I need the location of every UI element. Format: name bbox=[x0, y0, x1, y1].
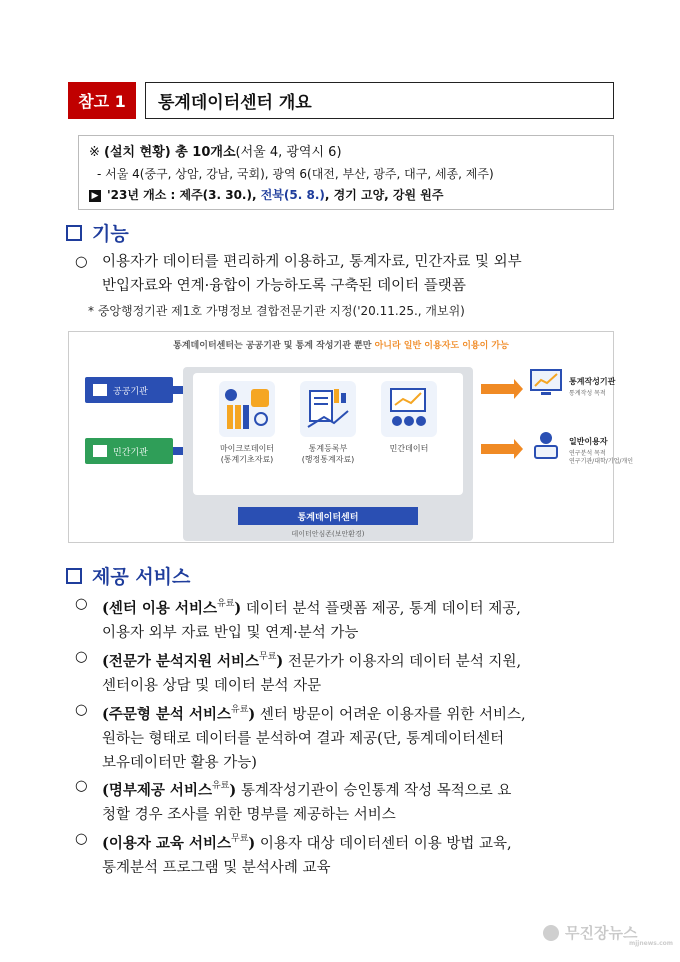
status-2023-line bbox=[89, 185, 605, 206]
designation-note: * 중앙행정기관 제1호 가명정보 결합전문기관 지정('20.11.25., 개보위) bbox=[88, 304, 465, 318]
status-head-rest: (서울 4, 광역시 6) bbox=[235, 145, 342, 160]
user-laptop-icon bbox=[529, 430, 563, 462]
watermark-sub: mjjnews.com bbox=[629, 940, 674, 947]
function-bullet bbox=[75, 250, 620, 298]
service-name-close: ) bbox=[234, 600, 242, 617]
arrow-right-icon bbox=[481, 384, 515, 394]
service-name-close: ) bbox=[229, 782, 237, 799]
register-icon bbox=[300, 381, 356, 437]
microdata-item bbox=[207, 381, 287, 465]
service-desc-2: 청할 경우 조사를 위한 명부를 제공하는 서비스 bbox=[102, 807, 396, 823]
section-function-heading bbox=[66, 219, 129, 246]
service-desc-2: 통계분석 프로그램 및 분석사례 교육 bbox=[102, 860, 331, 876]
center-overview-diagram bbox=[68, 331, 634, 543]
status-headline bbox=[89, 142, 605, 164]
service-desc-2: 이용자 외부 자료 반입 및 연계·분석 가능 bbox=[102, 625, 359, 641]
microdata-sublabel: (통계기초자료) bbox=[220, 455, 274, 464]
data-center-panel bbox=[183, 367, 473, 541]
private-institution-box bbox=[85, 438, 173, 464]
microdata-icon bbox=[219, 381, 275, 437]
service-name: (전문가 분석지원 서비스 bbox=[102, 653, 260, 670]
register-label: 통계등록부 bbox=[308, 444, 348, 453]
chart-monitor-icon bbox=[529, 368, 563, 400]
register-sublabel: (행정통계자료) bbox=[301, 455, 355, 464]
circle-bullet-icon: ○ bbox=[75, 778, 88, 794]
service-desc-2: 센터이용 상담 및 데이터 분석 자문 bbox=[102, 678, 322, 694]
service-line-1 bbox=[102, 774, 620, 803]
arrow-right-icon bbox=[481, 444, 515, 454]
watermark bbox=[543, 922, 674, 947]
note-mark: ※ bbox=[89, 145, 100, 160]
center-sublabel: 데이터안심존(보안환경) bbox=[291, 530, 365, 538]
status-seoul-line: - 서울 4(중구, 상암, 강남, 국회), 광역 6(대전, 부산, 광주, 대구, 세종, 제주) bbox=[97, 167, 494, 181]
center-label: 통계데이터센터 bbox=[238, 507, 418, 525]
service-item bbox=[75, 645, 620, 698]
service-line-1 bbox=[102, 827, 620, 856]
section-services-heading bbox=[66, 562, 190, 589]
diagram-caption-b: 아니라 일반 이용자도 이용이 가능 bbox=[374, 341, 509, 351]
register-item bbox=[288, 381, 368, 465]
fee-badge: 유료 bbox=[211, 781, 230, 791]
stat-agency-sub: 통계작성 목적 bbox=[569, 390, 606, 397]
service-desc-2: 원하는 형태로 데이터를 분석하여 결과 제공(단, 통계데이터센터 bbox=[102, 731, 505, 747]
arrow-right-icon: ▶ bbox=[89, 190, 101, 202]
fee-badge: 유료 bbox=[217, 599, 235, 609]
private-data-item bbox=[369, 381, 449, 454]
presentation-icon bbox=[381, 381, 437, 437]
service-item bbox=[75, 827, 620, 880]
status-head-bold: (설치 현황) 총 10개소 bbox=[104, 145, 236, 160]
service-item bbox=[75, 592, 620, 645]
page-header bbox=[68, 82, 614, 119]
stat-agency-title: 통계작성기관 bbox=[569, 377, 616, 386]
service-desc-1: 통계작성기관이 승인통계 작성 목적으로 요 bbox=[236, 783, 512, 799]
general-user-title: 일반이용자 bbox=[569, 437, 608, 446]
public-institution-label: 공공기관 bbox=[113, 386, 148, 397]
status-2023-suffix: , 경기 고양, 강원 원주 bbox=[324, 188, 444, 202]
function-line-1: 이용자가 데이터를 편리하게 이용하고, 통계자료, 민간자료 및 외부 bbox=[102, 254, 522, 270]
service-name: (센터 이용 서비스 bbox=[102, 600, 218, 617]
circle-bullet-icon: ○ bbox=[75, 649, 88, 665]
service-name: (주문형 분석 서비스 bbox=[102, 706, 232, 723]
diagram-caption bbox=[69, 338, 613, 351]
circle-bullet-icon: ○ bbox=[75, 254, 88, 270]
general-user-sub-b: 연구기관/대학/기업/개인 bbox=[569, 458, 634, 465]
service-name: (명부제공 서비스 bbox=[102, 782, 212, 799]
service-item bbox=[75, 698, 620, 775]
service-desc-1: 데이터 분석 플랫폼 제공, 통계 데이터 제공, bbox=[241, 601, 521, 617]
square-bullet-icon bbox=[66, 225, 82, 241]
microdata-label: 마이크로데이터 bbox=[219, 444, 275, 453]
service-desc-3: 보유데이터만 활용 가능) bbox=[102, 755, 257, 771]
function-line-2: 반입자료와 연계·융합이 가능하도록 구축된 데이터 플랫폼 bbox=[102, 278, 466, 294]
fee-badge: 무료 bbox=[259, 652, 277, 662]
service-item bbox=[75, 774, 620, 827]
service-name-close: ) bbox=[248, 706, 256, 723]
building-icon bbox=[93, 384, 107, 396]
installation-status-box bbox=[78, 135, 614, 210]
section-function-title: 기능 bbox=[92, 223, 129, 245]
private-data-label: 민간데이터 bbox=[389, 444, 429, 453]
service-desc-1: 센터 방문이 어려운 이용자를 위한 서비스, bbox=[255, 707, 526, 723]
reference-tag: 참고 1 bbox=[68, 82, 136, 119]
service-line-1 bbox=[102, 698, 620, 727]
watermark-logo-icon bbox=[543, 925, 559, 941]
general-user-sub-a: 연구분석 목적 bbox=[569, 450, 606, 457]
square-bullet-icon bbox=[66, 568, 82, 584]
service-name-close: ) bbox=[276, 653, 284, 670]
service-desc-1: 전문가가 이용자의 데이터 분석 지원, bbox=[283, 654, 522, 670]
fee-badge: 무료 bbox=[231, 834, 249, 844]
page-title: 통계데이터센터 개요 bbox=[145, 82, 614, 119]
watermark-text: 무진장뉴스 bbox=[565, 924, 638, 942]
status-2023-jeonbuk: 전북(5. 8.) bbox=[260, 188, 325, 202]
circle-bullet-icon: ○ bbox=[75, 702, 88, 718]
service-name: (이용자 교육 서비스 bbox=[102, 835, 232, 852]
data-types-panel bbox=[193, 373, 463, 495]
private-institution-label: 민간기관 bbox=[113, 447, 148, 458]
section-services-title: 제공 서비스 bbox=[92, 566, 191, 588]
public-institution-box bbox=[85, 377, 173, 403]
status-2023-prefix: '23년 개소 : 제주(3. 30.), bbox=[107, 188, 261, 202]
circle-bullet-icon: ○ bbox=[75, 596, 88, 612]
service-desc-1: 이용자 대상 데이터센터 이용 방법 교육, bbox=[255, 836, 512, 852]
diagram-caption-a: 통계데이터센터는 공공기관 및 통계 작성기관 뿐만 bbox=[173, 341, 375, 351]
office-building-icon bbox=[93, 445, 107, 457]
fee-badge: 유료 bbox=[231, 705, 249, 715]
service-line-1 bbox=[102, 592, 620, 621]
service-name-close: ) bbox=[248, 835, 256, 852]
service-line-1 bbox=[102, 645, 620, 674]
circle-bullet-icon: ○ bbox=[75, 831, 88, 847]
